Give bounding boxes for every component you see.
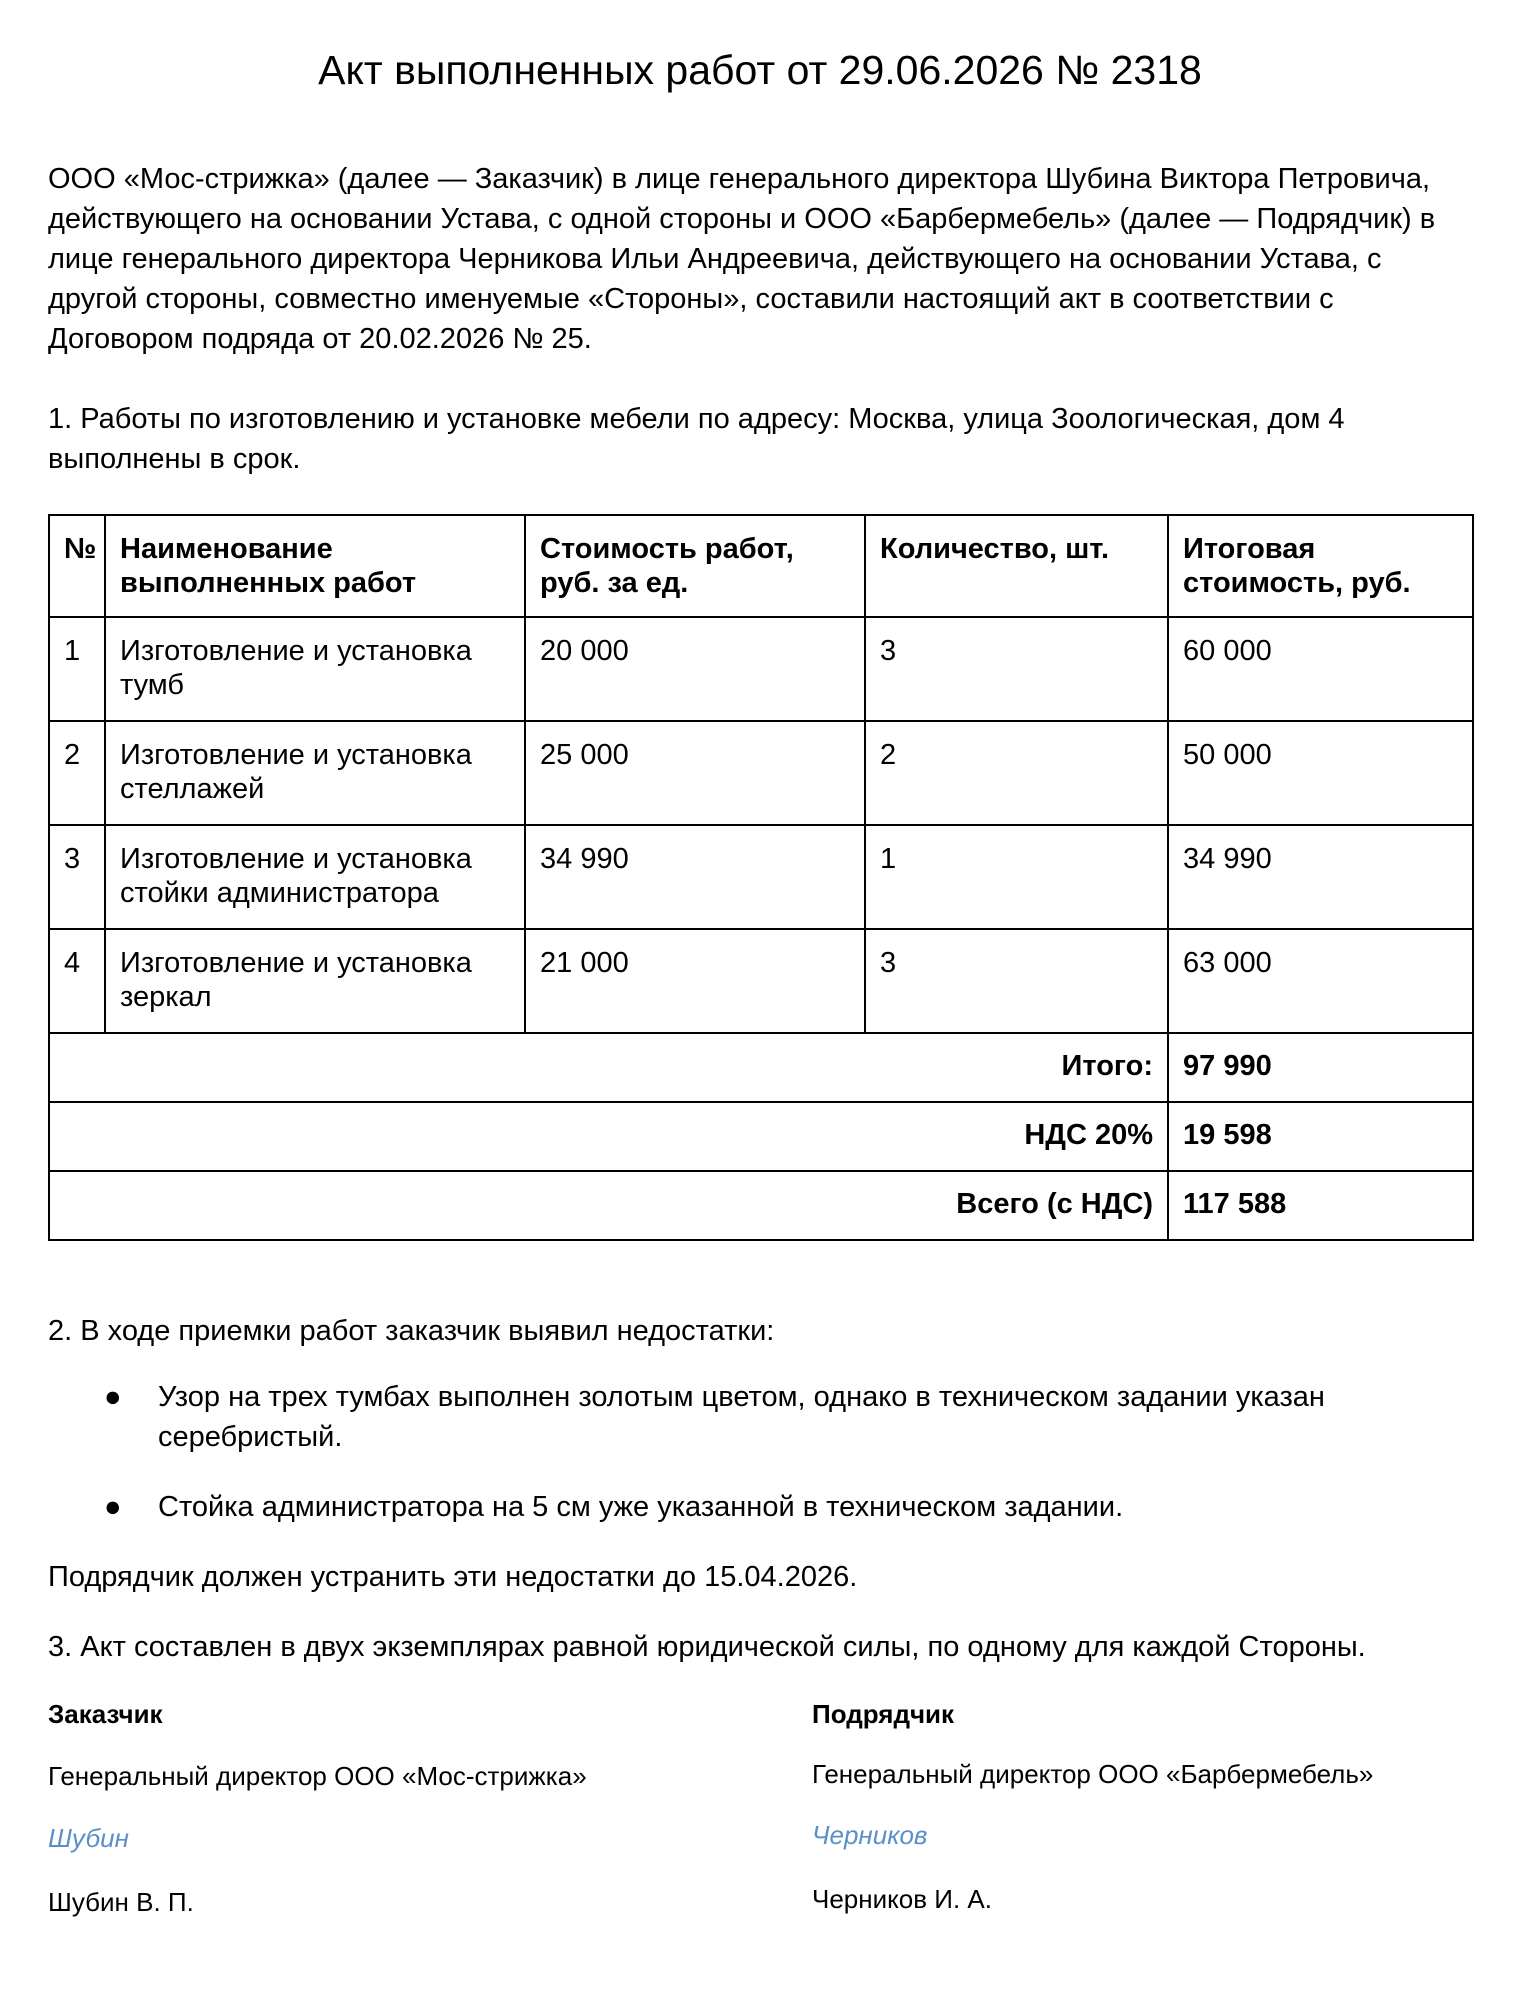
intro-paragraph: ООО «Мос-стрижка» (далее — Заказчик) в лице генерального директора Шубина Виктора Петровича, действующего на основании Устава, с одной стороны и ООО «Барбермебель» (далее — Подрядчик) в лице генерального директора Черникова Ильи Андреевича, действующего на основании Устава, с другой стороны, совместно именуемые «Стороны», составили настоящий акт в соответствии с Договором подряда от 20.02.2026 № 25. <box>48 163 1436 355</box>
summary-value: 19 598 <box>1168 1102 1473 1171</box>
header-num: № <box>49 515 105 617</box>
contractor-name: Черников И. А. <box>812 1884 992 1914</box>
customer-signature: Шубин <box>48 1823 129 1853</box>
summary-label: Итого: <box>49 1033 1168 1102</box>
cell-name: Изготовление и установка тумб <box>105 617 525 721</box>
cell-price: 25 000 <box>525 721 865 825</box>
cell-name: Изготовление и установка стойки администратора <box>105 825 525 929</box>
table-row <box>49 929 1473 1033</box>
header-price: Стоимость работ, руб. за ед. <box>525 515 865 617</box>
cell-num: 2 <box>49 721 105 825</box>
cell-total: 63 000 <box>1168 929 1473 1033</box>
summary-row-grand-total <box>49 1171 1473 1240</box>
summary-label: Всего (с НДС) <box>49 1171 1168 1240</box>
summary-row-vat <box>49 1102 1473 1171</box>
summary-value: 117 588 <box>1168 1171 1473 1240</box>
header-qty: Количество, шт. <box>865 515 1168 617</box>
cell-qty: 1 <box>865 825 1168 929</box>
cell-num: 3 <box>49 825 105 929</box>
cell-qty: 2 <box>865 721 1168 825</box>
customer-name: Шубин В. П. <box>48 1887 194 1917</box>
contractor-position: Генеральный директор ООО «Барбермебель» <box>812 1759 1374 1789</box>
cell-num: 1 <box>49 617 105 721</box>
table-row <box>49 825 1473 929</box>
header-total: Итоговая стоимость, руб. <box>1168 515 1473 617</box>
cell-name: Изготовление и установка зеркал <box>105 929 525 1033</box>
bullet-icon: ● <box>104 1381 122 1413</box>
summary-row-subtotal <box>49 1033 1473 1102</box>
point-2-paragraph: 2. В ходе приемки работ заказчик выявил недостатки: <box>48 1315 775 1347</box>
cell-num: 4 <box>49 929 105 1033</box>
point-3-paragraph: 3. Акт составлен в двух экземплярах равной юридической силы, по одному для каждой Стороны. <box>48 1631 1366 1663</box>
works-table <box>48 514 1474 1241</box>
table-row <box>49 721 1473 825</box>
deadline-paragraph: Подрядчик должен устранить эти недостатки до 15.04.2026. <box>48 1561 858 1593</box>
list-item <box>48 1377 1472 1457</box>
customer-role: Заказчик <box>48 1699 163 1729</box>
defect-text: Стойка администратора на 5 см уже указанной в техническом задании. <box>158 1491 1124 1523</box>
customer-position: Генеральный директор ООО «Мос-стрижка» <box>48 1761 587 1791</box>
list-item <box>48 1487 1472 1527</box>
cell-qty: 3 <box>865 929 1168 1033</box>
bullet-icon: ● <box>104 1491 122 1523</box>
document-title: Акт выполненных работ от 29.06.2026 № 2318 <box>318 47 1202 93</box>
table-row <box>49 617 1473 721</box>
cell-price: 20 000 <box>525 617 865 721</box>
header-name: Наименование выполненных работ <box>105 515 525 617</box>
cell-total: 50 000 <box>1168 721 1473 825</box>
contractor-signature: Черников <box>812 1820 928 1850</box>
cell-price: 34 990 <box>525 825 865 929</box>
contractor-role: Подрядчик <box>812 1699 955 1729</box>
cell-qty: 3 <box>865 617 1168 721</box>
summary-value: 97 990 <box>1168 1033 1473 1102</box>
document-page <box>48 0 1472 1957</box>
defect-text: Узор на трех тумбах выполнен золотым цветом, однако в техническом задании указан серебристый. <box>158 1381 1325 1453</box>
cell-price: 21 000 <box>525 929 865 1033</box>
table-header-row <box>49 515 1473 617</box>
cell-name: Изготовление и установка стеллажей <box>105 721 525 825</box>
customer-signature-block <box>48 1697 748 1919</box>
cell-total: 60 000 <box>1168 617 1473 721</box>
defects-list <box>48 1377 1472 1527</box>
signatures-block <box>48 1697 1472 1957</box>
contractor-signature-block <box>812 1697 1512 1916</box>
summary-label: НДС 20% <box>49 1102 1168 1171</box>
point-1-paragraph: 1. Работы по изготовлению и установке мебели по адресу: Москва, улица Зоологическая, дом 4 выполнены в срок. <box>48 403 1345 475</box>
cell-total: 34 990 <box>1168 825 1473 929</box>
